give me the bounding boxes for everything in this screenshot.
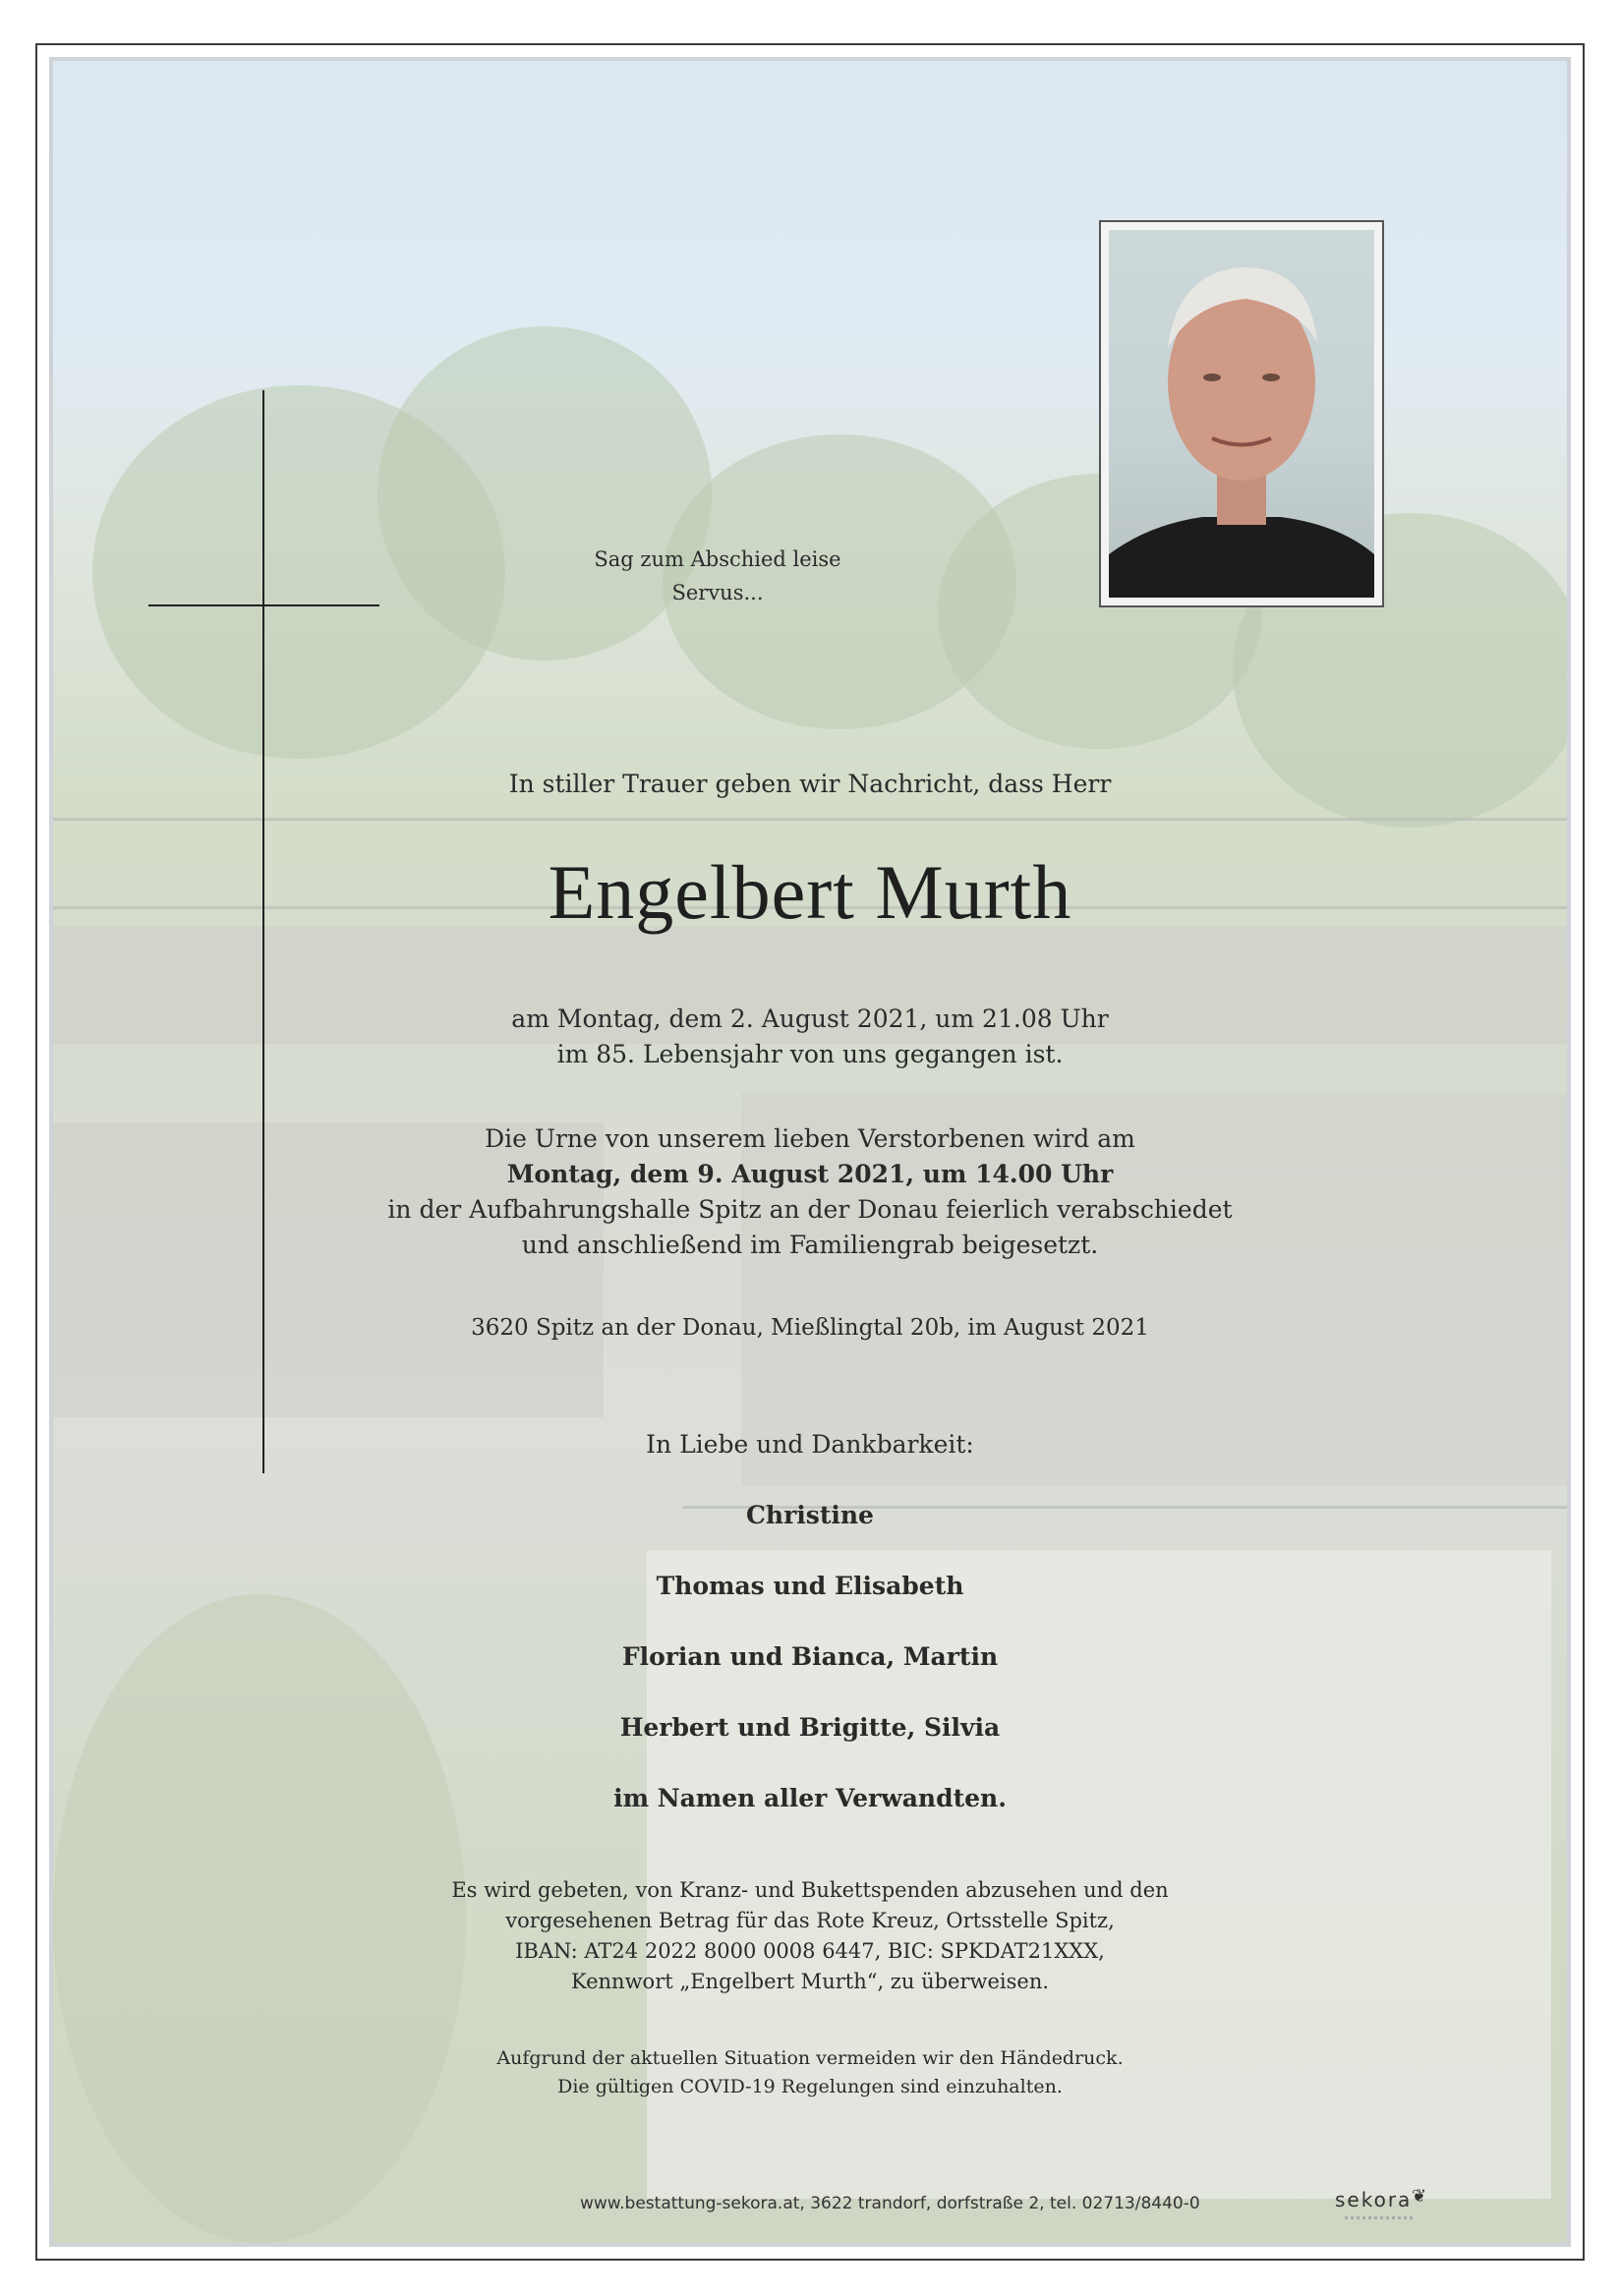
funeral-date-text: Montag, dem 9. August 2021, um 14.00 Uhr	[506, 1160, 1114, 1188]
donation-line: Kennwort „Engelbert Murth“, zu überweisen.	[570, 1970, 1050, 1993]
quote-line: Servus...	[671, 581, 764, 604]
cross-horizontal	[148, 604, 379, 606]
funeral-notice	[0, 1121, 1620, 1263]
footer-contact: www.bestattung-sekora.at, 3622 trandorf, dorfstraße 2, tel. 02713/8440-0	[580, 2194, 1200, 2213]
quote-line: Sag zum Abschied leise	[594, 547, 841, 571]
portrait-photo	[1099, 220, 1384, 607]
sekora-logo: sekora	[1335, 2188, 1413, 2211]
mourner-line: Thomas und Elisabeth	[656, 1572, 964, 1600]
quote	[550, 543, 885, 609]
portrait-figure	[1109, 230, 1374, 598]
leaf-icon: ❦	[1412, 2186, 1427, 2207]
covid-notice	[0, 2044, 1620, 2101]
covid-line: Aufgrund der aktuellen Situation vermeiden wir den Händedruck.	[496, 2047, 1124, 2069]
deceased-name: Engelbert Murth	[548, 849, 1072, 935]
mourner-line: Herbert und Brigitte, Silvia	[619, 1713, 1001, 1742]
mourner-line: Florian und Bianca, Martin	[621, 1642, 999, 1671]
funeral-date	[0, 1157, 1620, 1192]
mourners-title: In Liebe und Dankbarkeit:	[646, 1430, 974, 1459]
intro-text: In stiller Trauer geben wir Nachricht, dass Herr	[508, 770, 1112, 798]
donation-line: IBAN: AT24 2022 8000 0008 6447, BIC: SPKDAT21XXX,	[515, 1939, 1105, 1963]
mourner-line: im Namen aller Verwandten.	[613, 1784, 1007, 1812]
death-line: im 85. Lebensjahr von uns gegangen ist.	[556, 1040, 1064, 1068]
donation-line: Es wird gebeten, von Kranz- und Bukettspenden abzusehen und den	[451, 1878, 1169, 1902]
place-date: 3620 Spitz an der Donau, Mießlingtal 20b, im August 2021	[471, 1315, 1149, 1341]
mourner-line: Christine	[746, 1501, 874, 1529]
logo-subtitle-mark	[1345, 2216, 1414, 2219]
donation-line: vorgesehenen Betrag für das Rote Kreuz, Ortsstelle Spitz,	[505, 1909, 1115, 1932]
donation-request	[0, 1875, 1620, 1997]
death-line: am Montag, dem 2. August 2021, um 21.08 Uhr	[511, 1004, 1109, 1033]
funeral-line: und anschließend im Familiengrab beigesetzt.	[521, 1231, 1099, 1259]
death-notice	[0, 1002, 1620, 1072]
covid-line: Die gültigen COVID-19 Regelungen sind einzuhalten.	[557, 2076, 1063, 2097]
funeral-line: in der Aufbahrungshalle Spitz an der Donau feierlich verabschiedet	[387, 1195, 1233, 1224]
funeral-line: Die Urne von unserem lieben Verstorbenen wird am	[485, 1124, 1135, 1153]
